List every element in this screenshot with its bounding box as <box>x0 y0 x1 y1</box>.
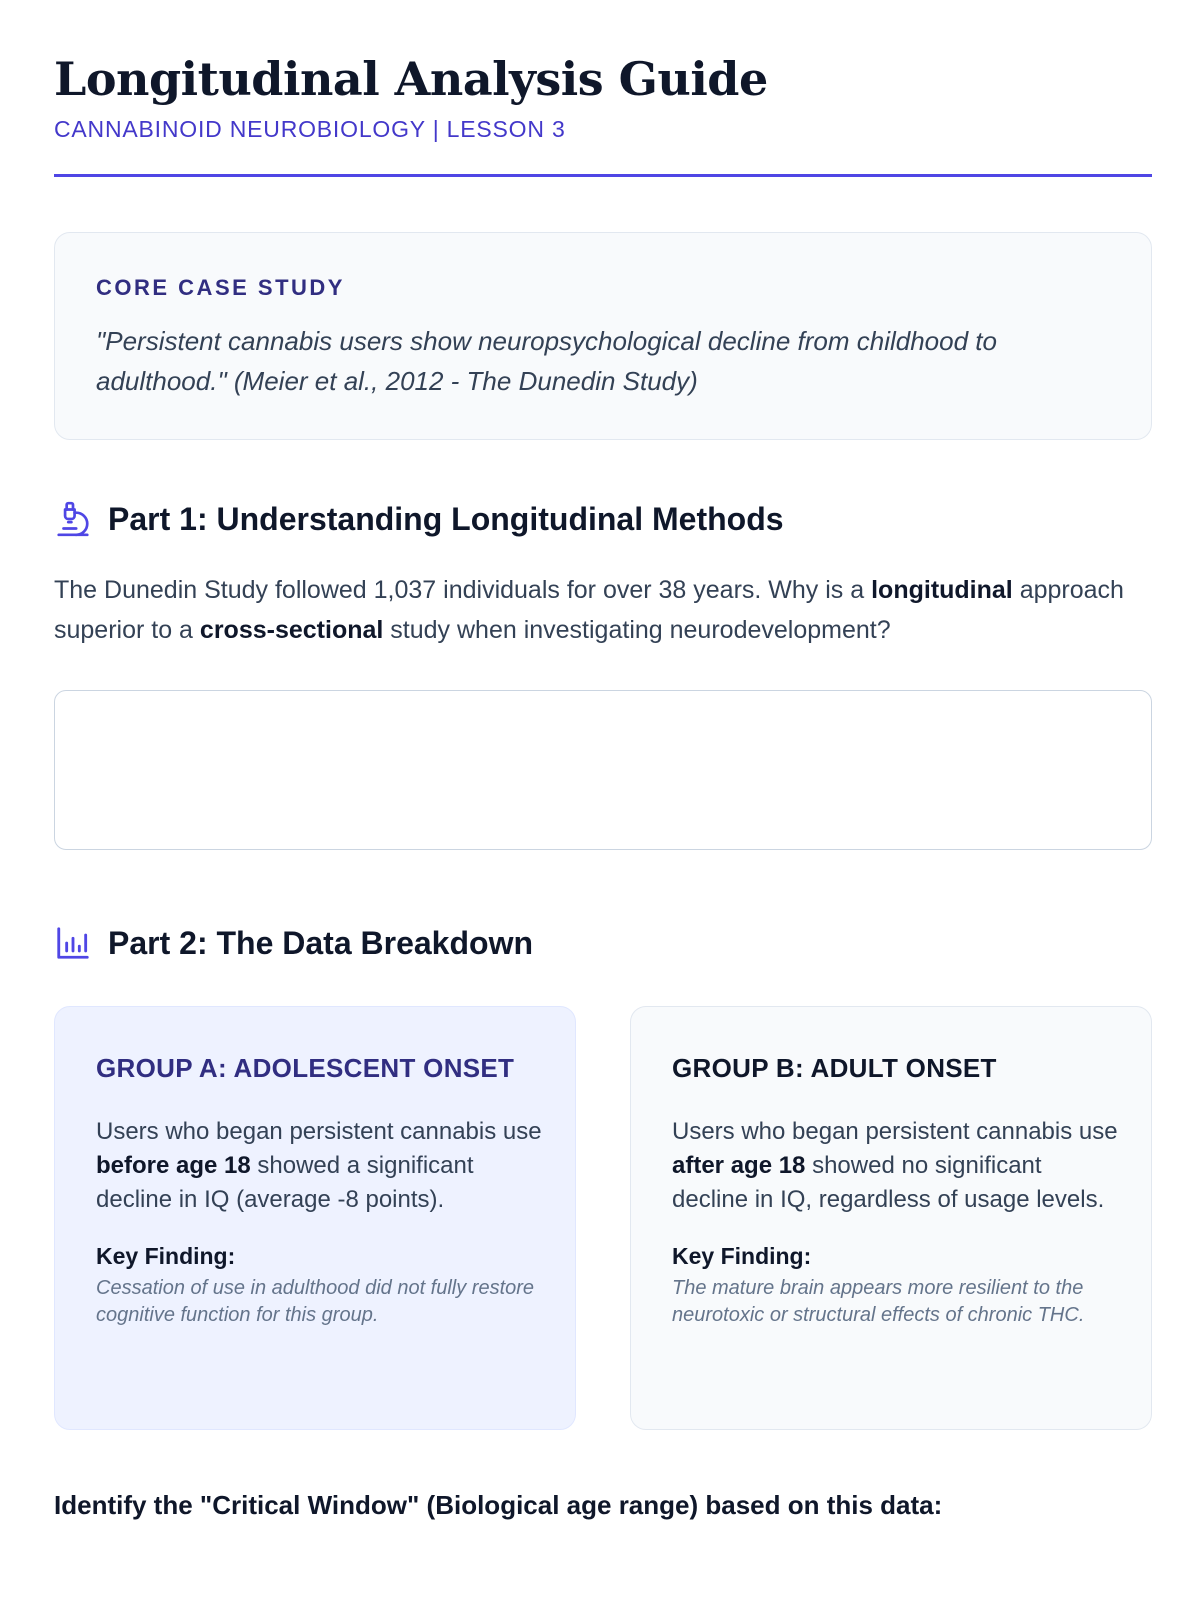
term-longitudinal: longitudinal <box>871 576 1013 604</box>
group-a-key-finding-text: Cessation of use in adulthood did not fully restore cognitive function for this group. <box>96 1277 535 1326</box>
group-a-title: GROUP A: ADOLESCENT ONSET <box>96 1053 515 1083</box>
group-a-card <box>54 1006 576 1430</box>
question-text: approach superior to a <box>54 576 1124 644</box>
page-title: Longitudinal Analysis Guide <box>54 52 768 106</box>
part2-heading: Part 2: The Data Breakdown <box>108 924 533 961</box>
term-cross-sectional: cross-sectional <box>199 616 384 644</box>
group-b-body <box>672 1115 1122 1329</box>
body-text: showed a significant decline in IQ (average -8 points). <box>96 1152 474 1213</box>
microscope-icon <box>54 500 92 538</box>
part1-heading: Part 1: Understanding Longitudinal Methods <box>108 500 784 537</box>
group-a-body <box>96 1115 546 1329</box>
part1-answer-field[interactable] <box>54 690 1152 850</box>
critical-window-prompt: Identify the "Critical Window" (Biological age range) based on this data: <box>54 1490 943 1520</box>
body-text: Users who began persistent cannabis use <box>96 1118 542 1145</box>
group-b-title: GROUP B: ADULT ONSET <box>672 1053 997 1083</box>
question-text: The Dunedin Study followed 1,037 individuals for over 38 years. Why is a <box>54 576 872 604</box>
case-study-quote: "Persistent cannabis users show neuropsychological decline from childhood to adulthood." (Meier et al., 2012 - The Dunedin Study) <box>96 326 997 396</box>
group-b-description <box>672 1115 1122 1217</box>
page-subtitle: CANNABINOID NEUROBIOLOGY | LESSON 3 <box>54 116 566 142</box>
header-divider <box>54 174 1152 177</box>
group-a-key-finding-label: Key Finding: <box>96 1243 236 1269</box>
group-b-key-finding-text: The mature brain appears more resilient to the neurotoxic or structural effects of chronic THC. <box>672 1277 1085 1326</box>
part1-question <box>54 570 1152 650</box>
case-study-label: CORE CASE STUDY <box>96 275 345 300</box>
group-a-description <box>96 1115 546 1217</box>
question-text: study when investigating neurodevelopment? <box>383 616 891 644</box>
body-text: showed no significant decline in IQ, regardless of usage levels. <box>672 1152 1105 1213</box>
bar-chart-icon <box>54 924 92 962</box>
group-b-card <box>630 1006 1152 1430</box>
age-threshold: before age 18 <box>96 1152 251 1179</box>
body-text: Users who began persistent cannabis use <box>672 1118 1118 1145</box>
part1-heading-row <box>54 500 784 538</box>
part2-heading-row <box>54 924 533 962</box>
age-threshold: after age 18 <box>672 1152 806 1179</box>
case-study-box <box>54 232 1152 440</box>
group-b-key-finding-label: Key Finding: <box>672 1243 812 1269</box>
